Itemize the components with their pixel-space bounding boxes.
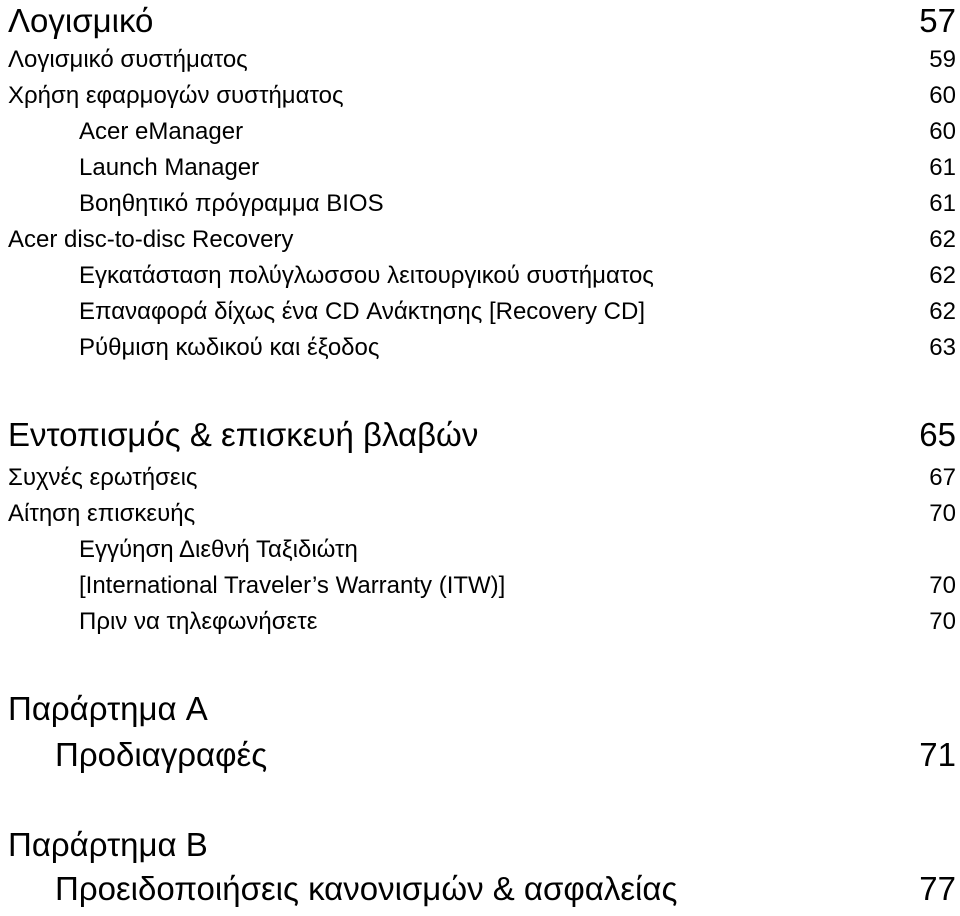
toc-entry[interactable]	[0, 154, 956, 182]
toc-entry-title-continued: [International Traveler’s Warranty (ITW)]	[79, 572, 506, 599]
toc-entry[interactable]	[0, 464, 956, 492]
toc-entry-title: Ρύθμιση κωδικού και έξοδος	[79, 334, 380, 361]
toc-chapter-title: Λογισμικό	[8, 2, 154, 39]
toc-page-number: 70	[929, 500, 956, 527]
toc-entry-title: Εγγύηση Διεθνή Ταξιδιώτη	[79, 536, 358, 563]
toc-page-number: 63	[929, 334, 956, 361]
toc-page-number: 70	[929, 572, 956, 599]
toc-entry-title: Επαναφορά δίχως ένα CD Ανάκτησης [Recovery CD]	[79, 298, 645, 325]
toc-entry[interactable]	[0, 500, 956, 528]
toc-entry[interactable]	[0, 608, 956, 636]
toc-entry-title: Αίτηση επισκευής	[8, 500, 196, 527]
toc-entry[interactable]	[0, 870, 956, 908]
toc-entry-title: Προειδοποιήσεις κανονισμών & ασφαλείας	[55, 870, 678, 907]
toc-entry-title: Συχνές ερωτήσεις	[8, 464, 198, 491]
toc-chapter-troubleshooting[interactable]	[0, 416, 956, 454]
toc-entry-title: Acer eManager	[79, 118, 244, 145]
toc-page-number: 60	[929, 118, 956, 145]
toc-entry[interactable]	[0, 118, 956, 146]
toc-page-number: 65	[919, 416, 956, 453]
toc-chapter-software[interactable]	[0, 2, 956, 40]
toc-entry[interactable]	[0, 46, 956, 74]
toc-chapter-title: Παράρτημα A	[8, 690, 208, 727]
toc-entry[interactable]	[0, 262, 956, 290]
toc-entry[interactable]	[0, 226, 956, 254]
toc-page-number: 62	[929, 226, 956, 253]
toc-page-number: 57	[919, 2, 956, 39]
toc-page-number: 61	[929, 190, 956, 217]
toc-entry[interactable]	[0, 82, 956, 110]
toc-chapter-title: Παράρτημα B	[8, 826, 208, 863]
toc-entry[interactable]	[0, 334, 956, 362]
toc-entry[interactable]	[0, 190, 956, 218]
toc-entry-title: Προδιαγραφές	[55, 736, 268, 773]
toc-entry-title: Βοηθητικό πρόγραμμα BIOS	[79, 190, 384, 217]
toc-page-number: 67	[929, 464, 956, 491]
toc-entry-title: Εγκατάσταση πολύγλωσσου λειτουργικού συστήματος	[79, 262, 654, 289]
toc-chapter-title: Εντοπισμός & επισκευή βλαβών	[8, 416, 479, 453]
toc-page-number: 71	[919, 736, 956, 773]
toc-page-number: 60	[929, 82, 956, 109]
toc-page-number: 62	[929, 262, 956, 289]
toc-entry-line1[interactable]	[0, 536, 956, 564]
toc-entry-title: Πριν να τηλεφωνήσετε	[79, 608, 318, 635]
toc-page-number: 61	[929, 154, 956, 181]
toc-page-number: 62	[929, 298, 956, 325]
toc-entry-title: Launch Manager	[79, 154, 260, 181]
toc-page-number: 77	[919, 870, 956, 907]
toc-entry-line2[interactable]	[0, 572, 956, 600]
toc-chapter-appendix-b[interactable]	[0, 826, 956, 864]
toc-page-number: 59	[929, 46, 956, 73]
toc-page-number: 70	[929, 608, 956, 635]
toc-entry[interactable]	[0, 298, 956, 326]
toc-entry-title: Λογισμικό συστήματος	[8, 46, 248, 73]
toc-entry-title: Acer disc-to-disc Recovery	[8, 226, 294, 253]
toc-entry-title: Χρήση εφαρμογών συστήματος	[8, 82, 344, 109]
toc-chapter-appendix-a[interactable]	[0, 690, 956, 728]
toc-entry[interactable]	[0, 736, 956, 774]
